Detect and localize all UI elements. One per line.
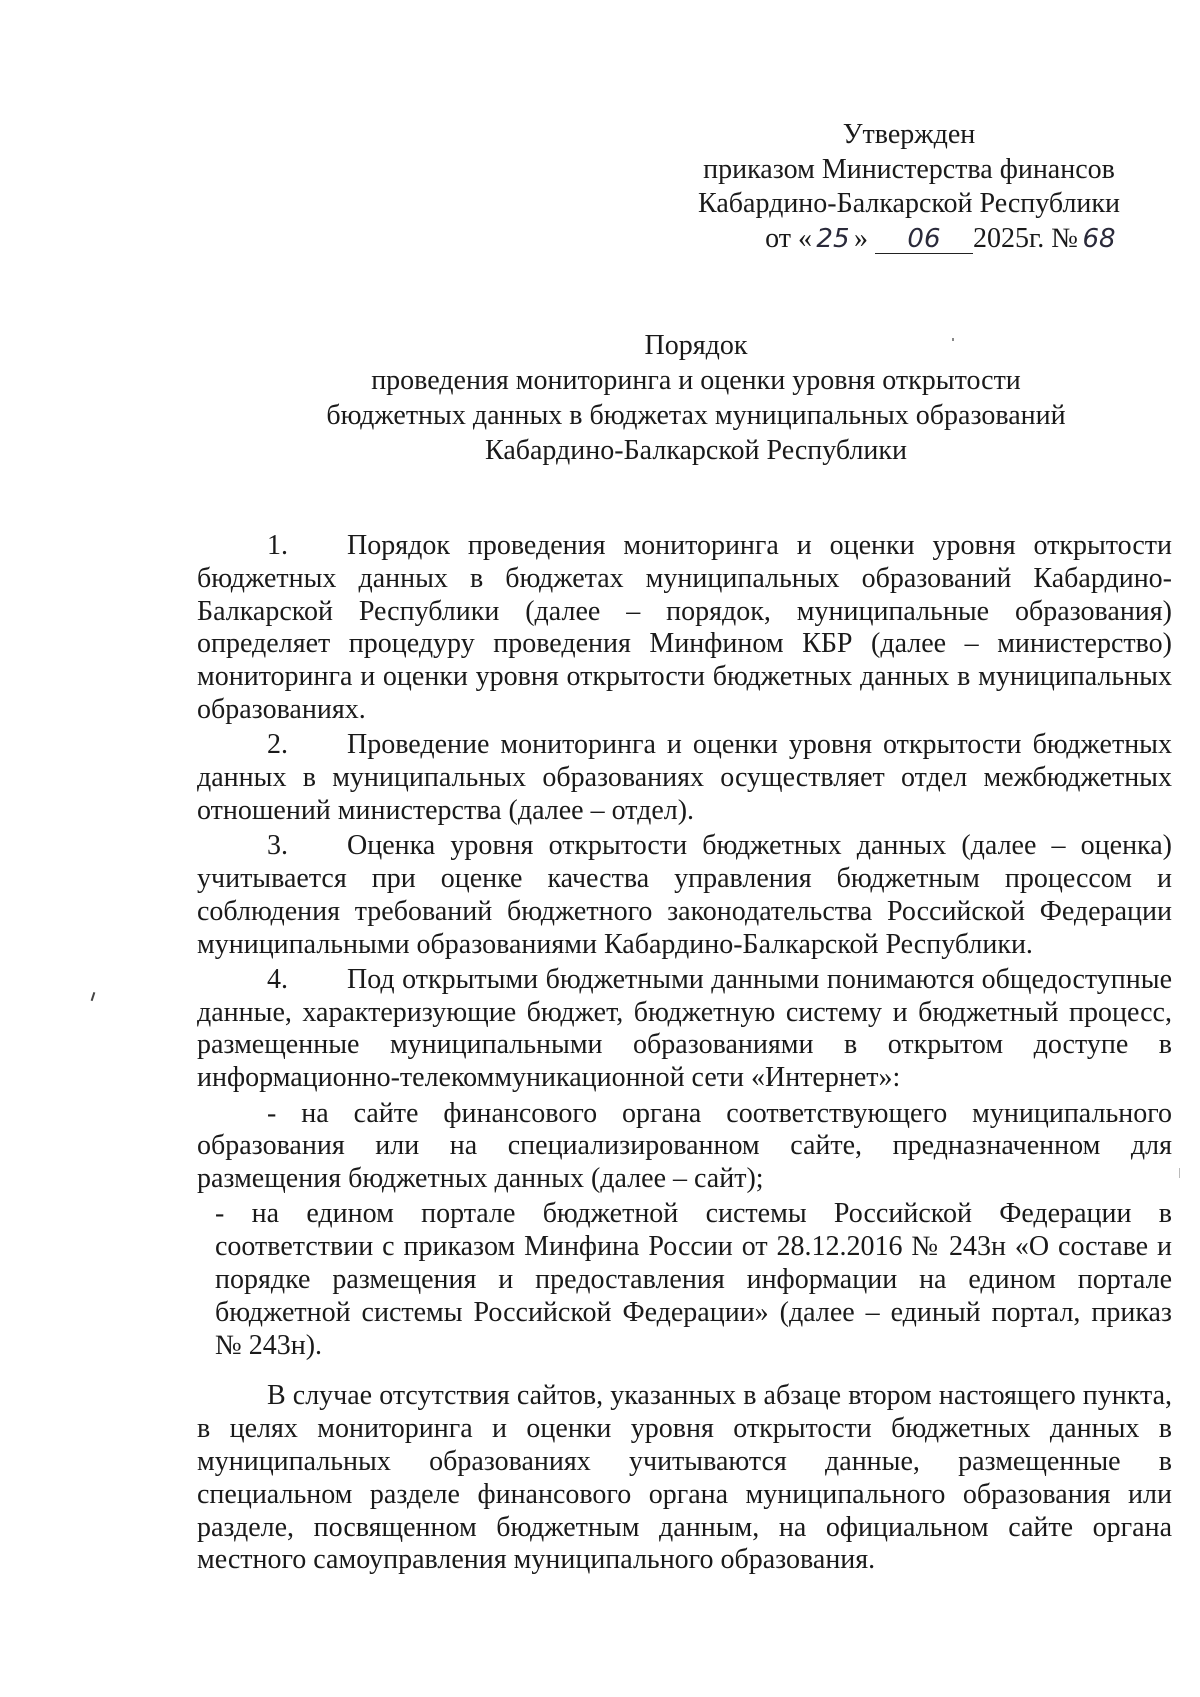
handwritten-month: 06	[875, 225, 973, 254]
paragraph-absence-of-sites: В случае отсутствия сайтов, указанных в абзаце втором настоящего пункта, в целях мониторинга и оценки уровня открытости бюджетных данных в муниципальных образованиях учитываются данные, размещенные в специальном разделе финансового органа муниципального образования или разделе, посвященном бюджетным данным, на официальном сайте органа местного самоуправления муниципального образования.	[197, 1380, 1172, 1576]
document-title	[196, 328, 1196, 468]
paragraph-4	[197, 964, 1172, 1095]
paragraph-text: Проведение мониторинга и оценки уровня открытости бюджетных данных в муниципальных образованиях осуществляет отдел межбюджетных отношений министерства (далее – отдел).	[197, 729, 1172, 826]
paragraph-number: 1.	[267, 530, 288, 561]
scan-dot	[952, 338, 954, 341]
date-close-quote: »	[853, 222, 868, 254]
date-year-and-number-label: 2025г. №	[972, 222, 1078, 254]
handwritten-day: 25	[816, 223, 850, 254]
paragraph-text: Порядок проведения мониторинга и оценки уровня открытости бюджетных данных в бюджетах муниципальных образований Кабардино-Балкарской Республики (далее – порядок, муниципальные образования) определяет процедуру проведения Минфином КБР (далее – министерство) мониторинга и оценки уровня открытости бюджетных данных в муниципальных образованиях.	[197, 530, 1172, 725]
approval-date-line	[698, 222, 1120, 257]
date-prefix: от «	[765, 222, 812, 254]
paragraph-number: 3.	[267, 830, 288, 862]
list-item-unified-portal: - на едином портале бюджетной системы Российской Федерации в соответствии с приказом Минфина России от 28.12.2016 № 243н «О составе и порядке размещения и предоставления информации на едином портале бюджетной системы Российской Федерации» (далее – единый портал, приказ № 243н).	[215, 1198, 1172, 1361]
list-item-site: - на сайте финансового органа соответствующего муниципального образования или на специализированном сайте, предназначенном для размещения бюджетных данных (далее – сайт);	[197, 1097, 1172, 1195]
paragraph-text: Под открытыми бюджетными данными понимаются общедоступные данные, характеризующие бюджет, бюджетную систему и бюджетный процесс, размещенные муниципальными образованиями в открытом доступе в информационно-телекоммуникационной сети «Интернет»:	[197, 963, 1172, 1094]
handwritten-order-number: 68	[1082, 223, 1116, 254]
scan-edge-mark	[1179, 1168, 1180, 1178]
approval-status: Утвержден	[842, 119, 976, 150]
scan-mark	[91, 992, 95, 1001]
paragraph-3	[197, 830, 1172, 961]
paragraph-number: 2.	[267, 729, 288, 761]
approval-authority: приказом Министерства финансов	[703, 153, 1115, 185]
approval-block	[698, 118, 1120, 256]
paragraph-2	[197, 729, 1172, 827]
paragraph-1	[197, 530, 1172, 727]
title-line-2: проведения мониторинга и оценки уровня открытости	[371, 365, 1021, 396]
document-body	[197, 530, 1172, 1580]
title-line-4: Кабардино-Балкарской Республики	[485, 435, 907, 466]
approval-republic: Кабардино-Балкарской Республики	[698, 188, 1120, 219]
paragraph-number: 4.	[267, 963, 288, 995]
paragraph-text: Оценка уровня открытости бюджетных данных (далее – оценка) учитывается при оценке качества управления бюджетным процессом и соблюдения требований бюджетного законодательства Российской Федерации муниципальными образованиями Кабардино-Балкарской Республики.	[197, 830, 1172, 960]
title-line-3: бюджетных данных в бюджетах муниципальных образований	[326, 400, 1066, 431]
title-line-1: Порядок	[644, 330, 748, 361]
